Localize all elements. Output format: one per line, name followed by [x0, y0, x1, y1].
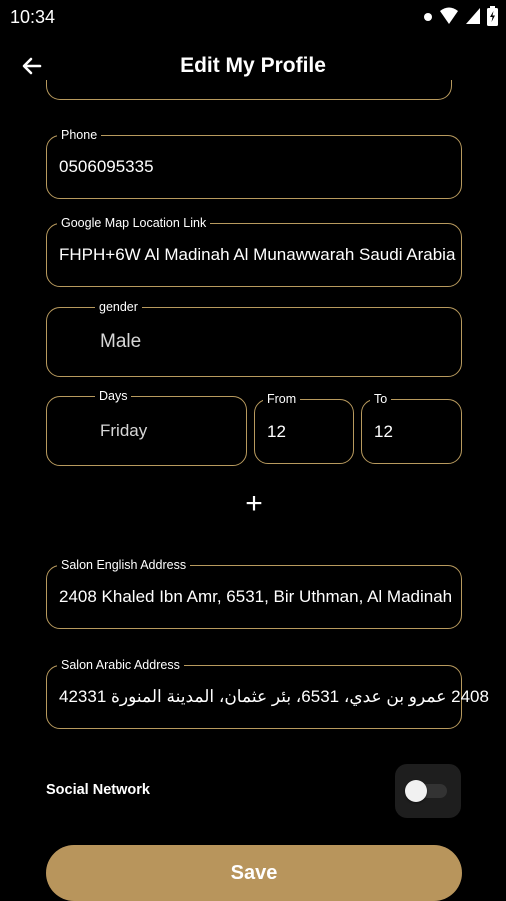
battery-icon	[487, 6, 498, 31]
days-label: Days	[95, 388, 131, 404]
days-dropdown[interactable]	[46, 389, 247, 466]
wifi-icon	[439, 7, 459, 30]
map-link-label: Google Map Location Link	[57, 215, 210, 231]
gender-value[interactable]: Male	[100, 331, 142, 352]
gender-label: gender	[95, 299, 142, 315]
status-icons	[423, 8, 498, 28]
from-value[interactable]: 12	[267, 421, 286, 441]
gender-dropdown[interactable]	[46, 300, 462, 377]
to-field[interactable]	[361, 392, 462, 464]
arabic-address-label: Salon Arabic Address	[57, 657, 184, 673]
save-button[interactable]: Save	[46, 845, 462, 901]
phone-field[interactable]	[46, 128, 462, 199]
phone-value[interactable]: 0506095335	[59, 157, 154, 176]
from-label: From	[263, 391, 300, 407]
social-network-label: Social Network	[46, 782, 150, 798]
notification-dot-icon	[423, 9, 433, 27]
to-value[interactable]: 12	[374, 421, 393, 441]
english-address-field[interactable]	[46, 558, 462, 629]
arabic-address-field[interactable]	[46, 658, 489, 729]
page-title: Edit My Profile	[180, 54, 326, 77]
signal-icon	[465, 7, 481, 30]
add-hours-button[interactable]: +	[245, 487, 263, 520]
status-time: 10:34	[10, 7, 56, 27]
scrolled-field[interactable]	[46, 80, 452, 100]
english-address-label: Salon English Address	[57, 557, 190, 573]
toggle-thumb	[405, 780, 427, 802]
from-field[interactable]	[254, 392, 354, 464]
english-address-value[interactable]: 2408 Khaled Ibn Amr, 6531, Bir Uthman, Al Madinah	[59, 587, 453, 606]
status-bar	[0, 0, 506, 36]
phone-label: Phone	[57, 127, 101, 143]
social-network-toggle[interactable]	[395, 764, 461, 818]
map-link-field[interactable]	[46, 216, 462, 287]
to-label: To	[370, 391, 391, 407]
map-link-value[interactable]: FHPH+6W Al Madinah Al Munawwarah Saudi Arabia	[59, 245, 456, 264]
days-value[interactable]: Friday	[100, 421, 148, 440]
arabic-address-value[interactable]: 2408 عمرو بن عدي، 6531، بئر عثمان، المدينة المنورة 42331	[59, 687, 489, 706]
